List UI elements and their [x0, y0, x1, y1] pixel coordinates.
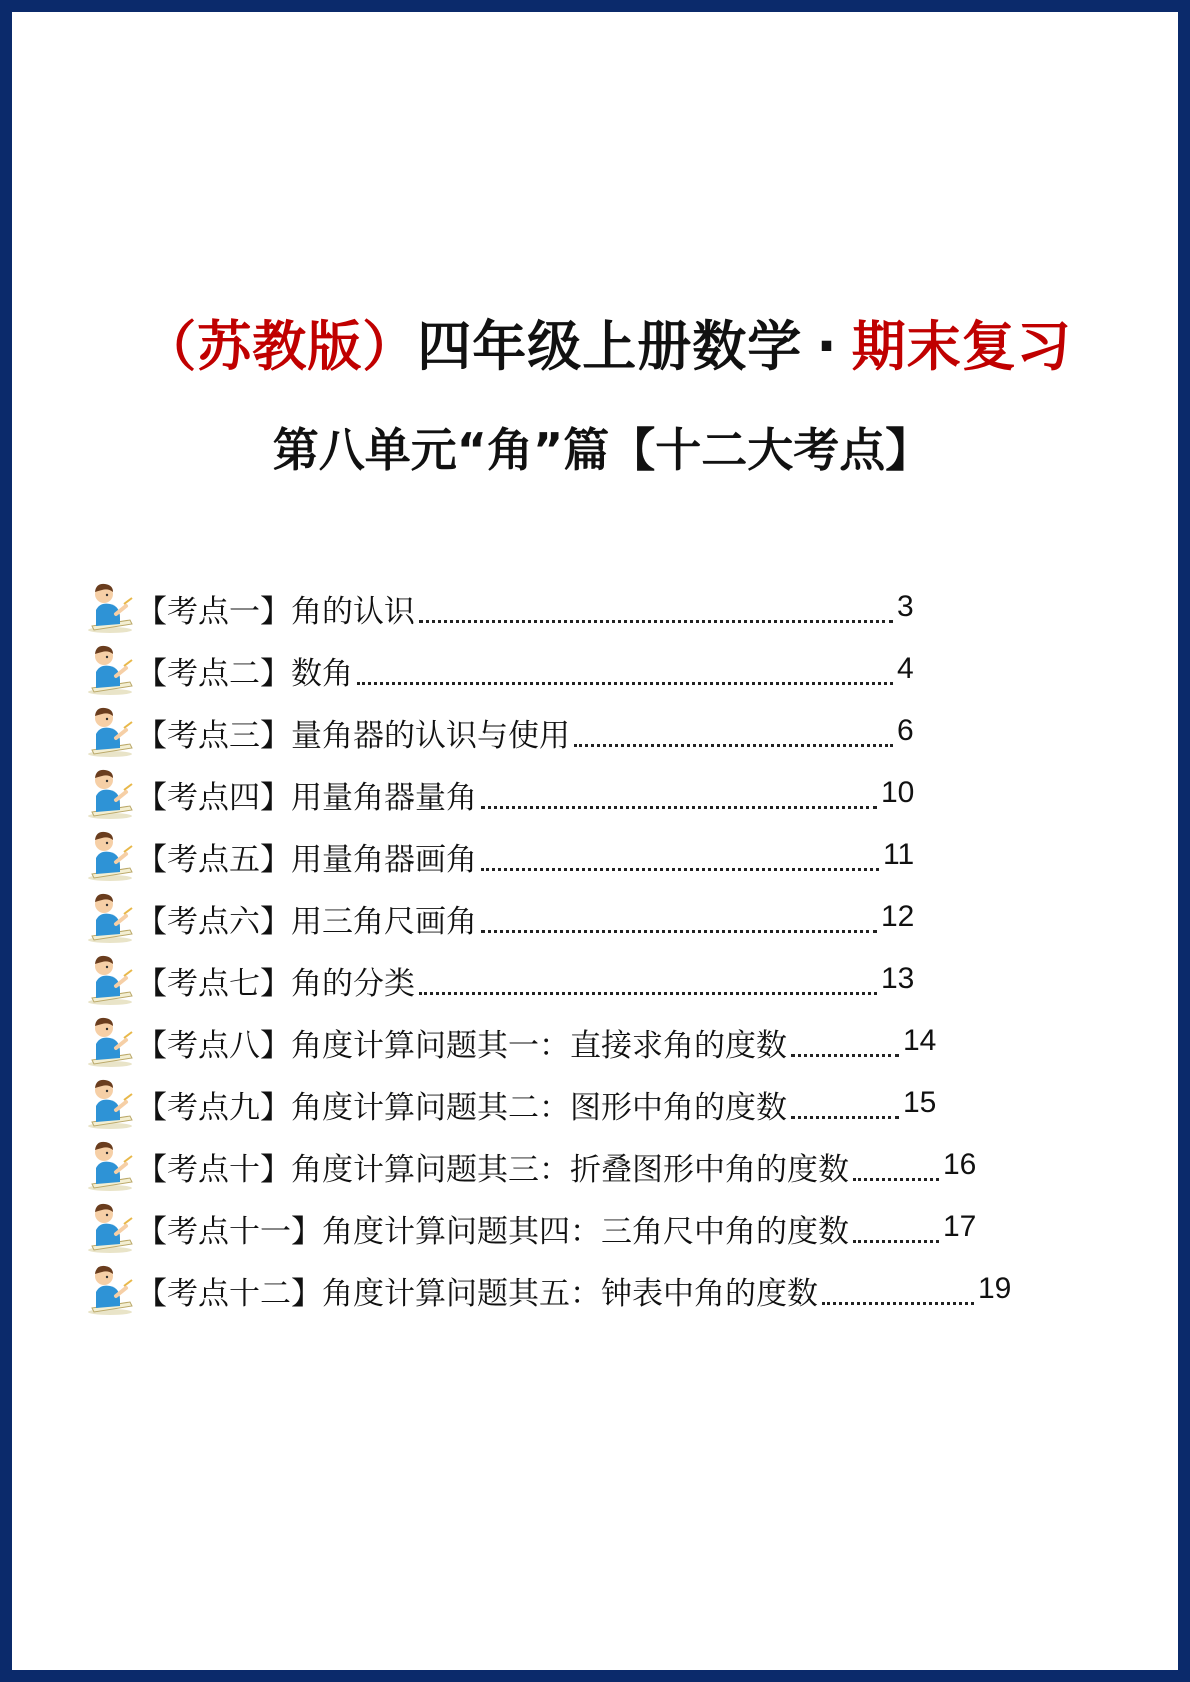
- toc-item-page: 6: [897, 714, 914, 747]
- toc-item-page: 14: [903, 1024, 937, 1057]
- toc-item[interactable]: [86, 704, 1086, 760]
- student-writing-icon: [86, 1076, 134, 1130]
- toc-item-label: 【考点五】用量角器画角: [136, 842, 477, 878]
- student-writing-icon: [86, 828, 134, 882]
- toc-item[interactable]: [86, 1262, 1086, 1318]
- toc-dot-leader: [481, 902, 877, 933]
- review-label: 期末复习: [851, 315, 1072, 378]
- toc-item[interactable]: [86, 766, 1086, 822]
- toc-item-label: 【考点十】角度计算问题其三：折叠图形中角的度数: [136, 1152, 849, 1188]
- toc-item[interactable]: [86, 580, 1086, 636]
- toc-dot-leader: [822, 1274, 974, 1305]
- toc-dot-leader: [853, 1150, 939, 1181]
- toc-item-label: 【考点八】角度计算问题其一：直接求角的度数: [136, 1028, 787, 1064]
- toc-dot-leader: [419, 964, 877, 995]
- subject-label: 四年级上册数学: [417, 315, 803, 378]
- toc-item-label: 【考点七】角的分类: [136, 966, 415, 1002]
- toc-item[interactable]: [86, 1014, 1086, 1070]
- toc-item[interactable]: [86, 642, 1086, 698]
- toc-item-page: 3: [897, 590, 914, 623]
- toc-dot-leader: [791, 1026, 899, 1057]
- toc-item[interactable]: [86, 1200, 1086, 1256]
- toc-dot-leader: [357, 654, 893, 685]
- toc-item-page: 15: [903, 1086, 937, 1119]
- toc-item-page: 16: [943, 1148, 977, 1181]
- student-writing-icon: [86, 704, 134, 758]
- toc-item-label: 【考点三】量角器的认识与使用: [136, 718, 570, 754]
- toc-item-page: 17: [943, 1210, 977, 1243]
- student-writing-icon: [86, 1014, 134, 1068]
- document-title: [12, 304, 1190, 381]
- student-writing-icon: [86, 642, 134, 696]
- toc-item[interactable]: [86, 1076, 1086, 1132]
- toc-item-label: 【考点二】数角: [136, 656, 353, 692]
- toc-item-label: 【考点四】用量角器量角: [136, 780, 477, 816]
- toc-item-page: 13: [881, 962, 915, 995]
- edition-label: （苏教版）: [142, 315, 418, 378]
- student-writing-icon: [86, 890, 134, 944]
- toc-dot-leader: [791, 1088, 899, 1119]
- toc-dot-leader: [419, 592, 893, 623]
- toc-dot-leader: [574, 716, 893, 747]
- toc-item-label: 【考点六】用三角尺画角: [136, 904, 477, 940]
- student-writing-icon: [86, 952, 134, 1006]
- title-dot: ·: [816, 315, 838, 378]
- student-writing-icon: [86, 1262, 134, 1316]
- toc-item-label: 【考点九】角度计算问题其二：图形中角的度数: [136, 1090, 787, 1126]
- toc-item[interactable]: [86, 952, 1086, 1008]
- toc-item[interactable]: [86, 828, 1086, 884]
- student-writing-icon: [86, 1200, 134, 1254]
- toc-item-label: 【考点十一】角度计算问题其四：三角尺中角的度数: [136, 1214, 849, 1250]
- toc-dot-leader: [853, 1212, 939, 1243]
- toc-item-page: 19: [978, 1272, 1012, 1305]
- toc-item-page: 4: [897, 652, 914, 685]
- toc-item[interactable]: [86, 890, 1086, 946]
- toc-dot-leader: [481, 778, 877, 809]
- toc-item-page: 11: [883, 838, 915, 871]
- document-subtitle: 第八单元“角”篇【十二大考点】: [272, 423, 932, 477]
- student-writing-icon: [86, 580, 134, 634]
- toc-dot-leader: [481, 840, 879, 871]
- toc-item-label: 【考点一】角的认识: [136, 594, 415, 630]
- student-writing-icon: [86, 1138, 134, 1192]
- toc-item-page: 10: [881, 776, 915, 809]
- toc-item-label: 【考点十二】角度计算问题其五：钟表中角的度数: [136, 1276, 818, 1312]
- student-writing-icon: [86, 766, 134, 820]
- toc-item-page: 12: [881, 900, 915, 933]
- toc-item[interactable]: [86, 1138, 1086, 1194]
